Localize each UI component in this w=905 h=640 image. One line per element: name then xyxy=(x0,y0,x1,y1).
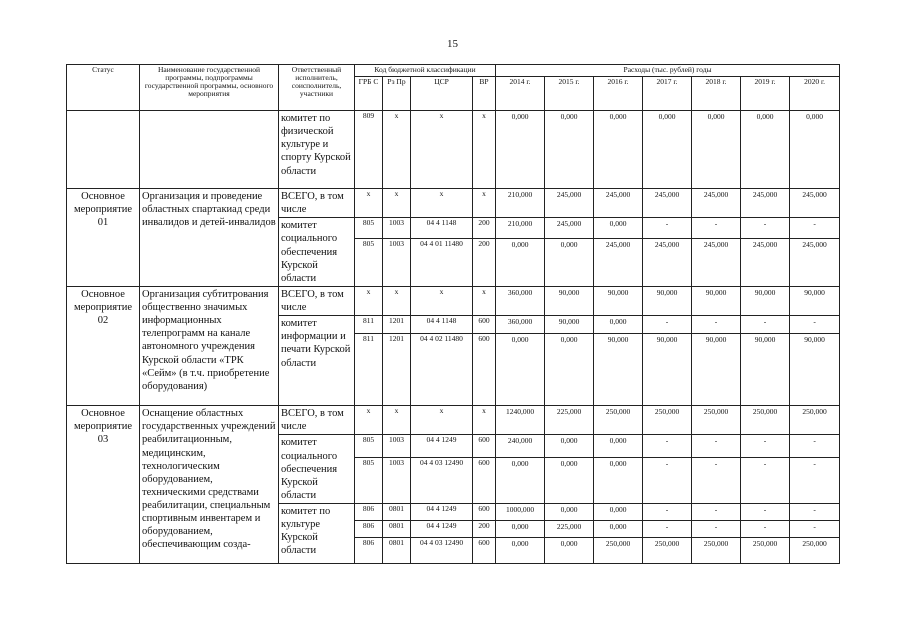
rzpr-cell: 1201 xyxy=(383,316,411,334)
csr-cell: 04 4 03 12490 xyxy=(411,538,473,564)
value-cell: - xyxy=(692,435,741,457)
vr-cell: 600 xyxy=(473,334,496,406)
value-cell: 0,000 xyxy=(545,334,594,406)
header-year: 2015 г. xyxy=(545,77,594,111)
value-cell: 0,000 xyxy=(496,111,545,189)
name-cell xyxy=(140,111,279,189)
value-cell: 0,000 xyxy=(496,538,545,564)
value-cell: 245,000 xyxy=(643,238,692,286)
vr-cell: 200 xyxy=(473,521,496,538)
executor-cell: комитет по физической культуре и спорту Курской области xyxy=(279,111,355,189)
value-cell: 90,000 xyxy=(692,286,741,315)
rzpr-cell: 0801 xyxy=(383,538,411,564)
vr-cell: х xyxy=(473,406,496,435)
csr-cell: х xyxy=(411,286,473,315)
value-cell: 250,000 xyxy=(594,538,643,564)
value-cell: 250,000 xyxy=(643,406,692,435)
vr-cell: х xyxy=(473,111,496,189)
vr-cell: 600 xyxy=(473,457,496,503)
table-row xyxy=(67,406,840,435)
value-cell: 225,000 xyxy=(545,406,594,435)
value-cell: - xyxy=(692,316,741,334)
value-cell: 0,000 xyxy=(594,504,643,521)
header-executor: Ответственный исполнитель, соисполнитель, участники xyxy=(279,65,355,111)
csr-cell: 04 4 1249 xyxy=(411,504,473,521)
header-grbs: ГРБ С xyxy=(355,77,383,111)
header-rzpr: Рз Пр xyxy=(383,77,411,111)
value-cell: 90,000 xyxy=(545,286,594,315)
value-cell: - xyxy=(790,521,840,538)
value-cell: 0,000 xyxy=(594,111,643,189)
value-cell: 90,000 xyxy=(741,334,790,406)
grbs-cell: 805 xyxy=(355,238,383,286)
value-cell: 250,000 xyxy=(741,406,790,435)
value-cell: 0,000 xyxy=(545,457,594,503)
rzpr-cell: 0801 xyxy=(383,521,411,538)
value-cell: 250,000 xyxy=(692,538,741,564)
vr-cell: 200 xyxy=(473,238,496,286)
value-cell: - xyxy=(741,218,790,238)
grbs-cell: 806 xyxy=(355,504,383,521)
grbs-cell: 809 xyxy=(355,111,383,189)
value-cell: 240,000 xyxy=(496,435,545,457)
value-cell: 245,000 xyxy=(594,189,643,218)
header-year: 2018 г. xyxy=(692,77,741,111)
header-year: 2016 г. xyxy=(594,77,643,111)
value-cell: - xyxy=(643,521,692,538)
vr-cell: 600 xyxy=(473,435,496,457)
header-code-group: Код бюджетной классификации xyxy=(355,65,496,77)
value-cell: 245,000 xyxy=(741,238,790,286)
value-cell: 250,000 xyxy=(594,406,643,435)
executor-cell: комитет по культуре Курской области xyxy=(279,504,355,564)
grbs-cell: 811 xyxy=(355,334,383,406)
rzpr-cell: х xyxy=(383,286,411,315)
value-cell: - xyxy=(692,218,741,238)
value-cell: 225,000 xyxy=(545,521,594,538)
header-expenses-group: Расходы (тыс. рублей) годы xyxy=(496,65,840,77)
value-cell: 360,000 xyxy=(496,316,545,334)
vr-cell: 600 xyxy=(473,316,496,334)
header-vr: ВР xyxy=(473,77,496,111)
value-cell: 90,000 xyxy=(643,334,692,406)
csr-cell: 04 4 1249 xyxy=(411,521,473,538)
value-cell: 250,000 xyxy=(643,538,692,564)
value-cell: 245,000 xyxy=(643,189,692,218)
value-cell: 90,000 xyxy=(692,334,741,406)
value-cell: 90,000 xyxy=(643,286,692,315)
value-cell: 0,000 xyxy=(545,435,594,457)
value-cell: 90,000 xyxy=(594,334,643,406)
value-cell: 250,000 xyxy=(790,538,840,564)
value-cell: 0,000 xyxy=(545,111,594,189)
value-cell: - xyxy=(741,435,790,457)
status-cell: Основное мероприятие 03 xyxy=(67,406,140,564)
value-cell: 0,000 xyxy=(594,457,643,503)
value-cell: - xyxy=(692,521,741,538)
rzpr-cell: 1003 xyxy=(383,238,411,286)
value-cell: - xyxy=(643,457,692,503)
value-cell: 245,000 xyxy=(692,238,741,286)
table-row xyxy=(67,111,840,189)
csr-cell: 04 4 1249 xyxy=(411,435,473,457)
rzpr-cell: 1003 xyxy=(383,457,411,503)
value-cell: 245,000 xyxy=(545,218,594,238)
csr-cell: х xyxy=(411,111,473,189)
value-cell: 90,000 xyxy=(594,286,643,315)
grbs-cell: 805 xyxy=(355,435,383,457)
header-year: 2020 г. xyxy=(790,77,840,111)
value-cell: 90,000 xyxy=(790,334,840,406)
page-number: 15 xyxy=(447,38,458,50)
executor-cell: комитет социального обеспечения Курской области xyxy=(279,435,355,504)
value-cell: - xyxy=(643,504,692,521)
value-cell: 245,000 xyxy=(790,189,840,218)
value-cell: 0,000 xyxy=(545,238,594,286)
value-cell: - xyxy=(790,504,840,521)
grbs-cell: х xyxy=(355,189,383,218)
rzpr-cell: 1201 xyxy=(383,334,411,406)
rzpr-cell: 0801 xyxy=(383,504,411,521)
vr-cell: х xyxy=(473,189,496,218)
grbs-cell: х xyxy=(355,406,383,435)
value-cell: - xyxy=(790,316,840,334)
value-cell: 250,000 xyxy=(692,406,741,435)
value-cell: - xyxy=(741,316,790,334)
executor-cell: ВСЕГО, в том числе xyxy=(279,406,355,435)
value-cell: 0,000 xyxy=(741,111,790,189)
value-cell: 0,000 xyxy=(643,111,692,189)
value-cell: - xyxy=(643,435,692,457)
status-cell xyxy=(67,111,140,189)
value-cell: - xyxy=(741,504,790,521)
executor-cell: комитет социального обеспечения Курской области xyxy=(279,218,355,287)
status-cell: Основное мероприятие 01 xyxy=(67,189,140,287)
value-cell: 250,000 xyxy=(790,406,840,435)
value-cell: 0,000 xyxy=(692,111,741,189)
value-cell: 245,000 xyxy=(790,238,840,286)
header-csr: ЦСР xyxy=(411,77,473,111)
header-year: 2014 г. xyxy=(496,77,545,111)
csr-cell: 04 4 02 11480 xyxy=(411,334,473,406)
header-status: Статус xyxy=(67,65,140,111)
value-cell: 245,000 xyxy=(594,238,643,286)
vr-cell: 600 xyxy=(473,538,496,564)
rzpr-cell: 1003 xyxy=(383,435,411,457)
grbs-cell: 806 xyxy=(355,538,383,564)
value-cell: 0,000 xyxy=(545,504,594,521)
value-cell: - xyxy=(790,218,840,238)
value-cell: 90,000 xyxy=(545,316,594,334)
status-cell: Основное мероприятие 02 xyxy=(67,286,140,405)
value-cell: 0,000 xyxy=(545,538,594,564)
value-cell: - xyxy=(790,457,840,503)
value-cell: - xyxy=(692,457,741,503)
name-cell: Организация субтитрования общественно значимых информационных телепрограмм на канале автономного учреждения Курской области «ТРК «Сейм» (в т.ч. приобретение оборудования) xyxy=(140,286,279,405)
rzpr-cell: х xyxy=(383,189,411,218)
executor-cell: ВСЕГО, в том числе xyxy=(279,189,355,218)
value-cell: 0,000 xyxy=(496,457,545,503)
grbs-cell: 805 xyxy=(355,218,383,238)
value-cell: 250,000 xyxy=(741,538,790,564)
value-cell: 0,000 xyxy=(496,334,545,406)
grbs-cell: 805 xyxy=(355,457,383,503)
executor-cell: комитет информации и печати Курской области xyxy=(279,316,355,406)
header-year: 2017 г. xyxy=(643,77,692,111)
vr-cell: 200 xyxy=(473,218,496,238)
value-cell: 210,000 xyxy=(496,189,545,218)
vr-cell: х xyxy=(473,286,496,315)
header-name: Наименование государственной программы, подпрограммы государственной программы, основного мероприятия xyxy=(140,65,279,111)
budget-table xyxy=(66,64,840,564)
header-year: 2019 г. xyxy=(741,77,790,111)
value-cell: 0,000 xyxy=(594,316,643,334)
csr-cell: 04 4 01 11480 xyxy=(411,238,473,286)
value-cell: 0,000 xyxy=(594,218,643,238)
header-row-1 xyxy=(67,65,840,77)
value-cell: 0,000 xyxy=(496,238,545,286)
csr-cell: х xyxy=(411,189,473,218)
value-cell: 1000,000 xyxy=(496,504,545,521)
value-cell: - xyxy=(790,435,840,457)
vr-cell: 600 xyxy=(473,504,496,521)
value-cell: 360,000 xyxy=(496,286,545,315)
value-cell: 1240,000 xyxy=(496,406,545,435)
grbs-cell: х xyxy=(355,286,383,315)
value-cell: - xyxy=(643,218,692,238)
csr-cell: 04 4 1148 xyxy=(411,316,473,334)
csr-cell: 04 4 1148 xyxy=(411,218,473,238)
value-cell: - xyxy=(741,521,790,538)
grbs-cell: 806 xyxy=(355,521,383,538)
rzpr-cell: х xyxy=(383,111,411,189)
value-cell: 245,000 xyxy=(692,189,741,218)
value-cell: - xyxy=(692,504,741,521)
value-cell: - xyxy=(741,457,790,503)
name-cell: Оснащение областных государственных учреждений реабилитационным, медицинским, технологическим оборудованием, техническими средствами реабилитации, специальным спортивным инвентарем и оборудованием, обеспечивающим созда- xyxy=(140,406,279,564)
value-cell: - xyxy=(643,316,692,334)
grbs-cell: 811 xyxy=(355,316,383,334)
rzpr-cell: 1003 xyxy=(383,218,411,238)
value-cell: 0,000 xyxy=(594,435,643,457)
csr-cell: 04 4 03 12490 xyxy=(411,457,473,503)
rzpr-cell: х xyxy=(383,406,411,435)
csr-cell: х xyxy=(411,406,473,435)
table-row xyxy=(67,286,840,315)
value-cell: 245,000 xyxy=(545,189,594,218)
value-cell: 90,000 xyxy=(790,286,840,315)
value-cell: 0,000 xyxy=(790,111,840,189)
value-cell: 0,000 xyxy=(594,521,643,538)
value-cell: 245,000 xyxy=(741,189,790,218)
value-cell: 0,000 xyxy=(496,521,545,538)
value-cell: 90,000 xyxy=(741,286,790,315)
name-cell: Организация и проведение областных спартакиад среди инвалидов и детей-инвалидов xyxy=(140,189,279,287)
table-row xyxy=(67,189,840,218)
value-cell: 210,000 xyxy=(496,218,545,238)
executor-cell: ВСЕГО, в том числе xyxy=(279,286,355,315)
